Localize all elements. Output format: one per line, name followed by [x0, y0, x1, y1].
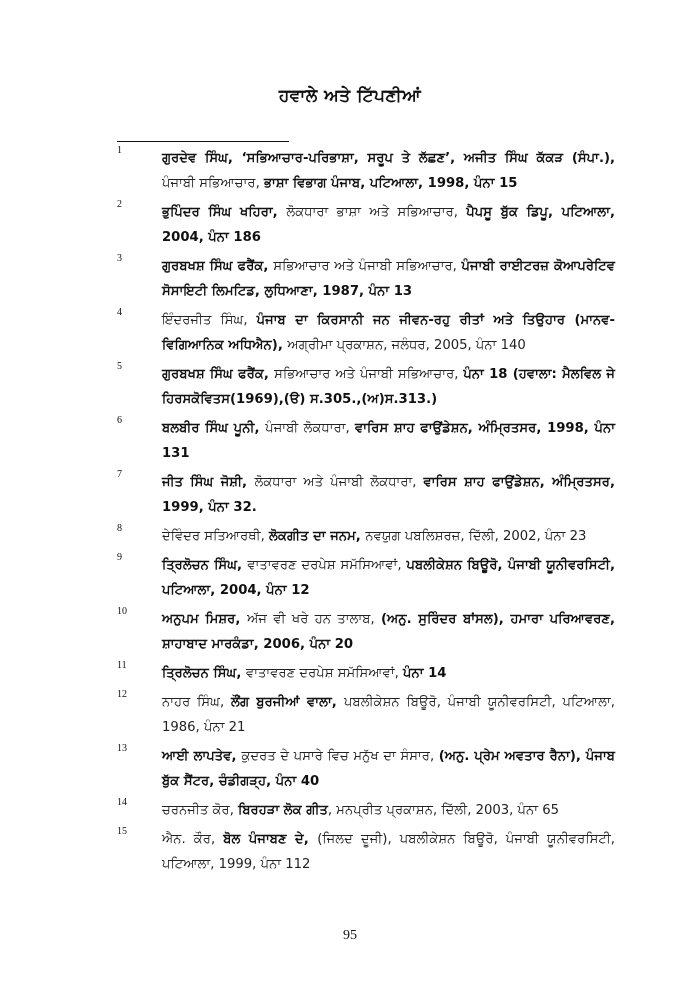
footnote-regular-text: , ਮਨਪ੍ਰੀਤ ਪ੍ਰਕਾਸ਼ਨ, ਦਿੱਲੀ, 2003, ਪੰਨਾ 65 [327, 803, 560, 818]
footnote-item [117, 362, 615, 412]
footnote-regular-text: ਅੱਜ ਵੀ ਖਰੇ ਹਨ ਤਾਲਾਬ, [247, 612, 381, 627]
footnote-bold-text: ਤ੍ਰਿਲੋਚਨ ਸਿੰਘ, [162, 558, 248, 573]
footnote-number: 9 [117, 552, 122, 563]
footnote-bold-text: ਲੋਕਗੀਤ ਦਾ ਜਨਮ, [269, 529, 366, 544]
footnote-item [117, 524, 615, 549]
footnote-bold-text: ਵਾਰਿਸ ਸ਼ਾਹ ਫਾਉਂਡੇਸ਼ਨ, ਅੰਮ੍ਰਿਤਸਰ, 1999, ਪੰਨਾ 32. [162, 475, 615, 515]
footnote-number: 5 [117, 361, 122, 372]
footnote-bold-text: ਗੁਰਬਖਸ਼ ਸਿੰਘ ਫਰੈਂਕ, [162, 367, 275, 382]
footnote-bold-text: ਪੈਪਸੂ ਬੁੱਕ ਡਿਪੂ, ਪਟਿਆਲਾ, 2004, ਪੰਨਾ 186 [162, 205, 616, 245]
footnote-bold-text: (ਅਨੁ. ਪ੍ਰੇਮ ਅਵਤਾਰ ਰੈਨਾ), ਪੰਜਾਬ ਬੁੱਕ ਸੈਂਟਰ, ਚੰਡੀਗੜ੍ਹ, ਪੰਨਾ 40 [162, 749, 615, 789]
footnote-item [117, 416, 615, 466]
footnote-regular-text: ਸਭਿਆਚਾਰ ਅਤੇ ਪੰਜਾਬੀ ਸਭਿਆਚਾਰ, [273, 259, 462, 274]
footnote-number: 7 [117, 469, 122, 480]
page-title: ਹਵਾਲੇ ਅਤੇ ਟਿੱਪਣੀਆਂ [278, 86, 422, 106]
footnote-regular-text: ਕੁਦਰਤ ਦੇ ਪਸਾਰੇ ਵਿਚ ਮਨੁੱਖ ਦਾ ਸੰਸਾਰ, [241, 749, 439, 764]
footnote-item [117, 308, 615, 358]
footnote-item [117, 744, 615, 794]
footnote-bold-text: ਬੋਲ ਪੰਜਾਬਣ ਦੇ, [223, 832, 318, 847]
footnote-item [117, 553, 615, 603]
footnote-bold-text: ਗੁਰਬਖਸ਼ ਸਿੰਘ ਫਰੈਂਕ, [162, 259, 274, 274]
footnote-number: 14 [117, 797, 127, 808]
footnote-bold-text: ਪੰਨਾ 18 (ਹਵਾਲਾ: ਮੈਲਵਿਲ ਜੇ ਹਿਰਸਕੋਵਿਤਸ(1969),(ੳ) ਸ.305.,(ਅ)ਸ.313.) [162, 367, 615, 407]
footnote-regular-text: ਪੰਜਾਬੀ ਲੋਕਧਾਰਾ, [265, 421, 356, 436]
footnote-bold-text: ਵਾਰਿਸ ਸ਼ਾਹ ਫਾਉਂਡੇਸ਼ਨ, ਅੰਮ੍ਰਿਤਸਰ, 1998, ਪੰਨਾ 131 [162, 421, 616, 461]
footnotes-list [117, 146, 615, 881]
footnote-item [117, 827, 615, 877]
footnote-number: 15 [117, 826, 127, 837]
footnote-regular-text: ਲੋਕਧਾਰਾ ਅਤੇ ਪੰਜਾਬੀ ਲੋਕਧਾਰਾ, [254, 475, 424, 490]
footnote-bold-text: ਭੁਪਿੰਦਰ ਸਿੰਘ ਖਹਿਰਾ, [162, 205, 287, 220]
footnote-bold-text: ਬਲਬੀਰ ਸਿੰਘ ਪੂਨੀ, [162, 421, 266, 436]
footnote-regular-text: ਐਨ. ਕੌਰ, [162, 832, 224, 847]
footnote-bold-text: ਆਈ ਲਾਪਤੇਵ, [162, 749, 242, 764]
footnote-number: 6 [117, 415, 122, 426]
footnote-regular-text: ਪਬਲੀਕੇਸ਼ਨ ਬਿਊਰੋ, ਪੰਜਾਬੀ ਯੂਨੀਵਰਸਿਟੀ, ਪਟਿਆਲਾ, 1986, ਪੰਨਾ 21 [162, 695, 615, 735]
footnote-bold-text: ਬਿਰਹੜਾ ਲੋਕ ਗੀਤ [238, 803, 328, 818]
footnote-bold-text: ਗੁਰਦੇਵ ਸਿੰਘ, ‘ਸਭਿਆਚਾਰ-ਪਰਿਭਾਸ਼ਾ, ਸਰੂਪ ਤੇ ਲੱਛਣ’, ਅਜੀਤ ਸਿੰਘ ਕੱਕੜ (ਸੰਪਾ.), [162, 151, 615, 166]
footnote-number: 1 [117, 145, 122, 156]
footnote-bold-text: ਤ੍ਰਿਲੋਚਨ ਸਿੰਘ, [162, 666, 246, 681]
footnote-number: 12 [117, 689, 127, 700]
footnote-regular-text: (ਜਿਲਦ ਦੂਜੀ), ਪਬਲੀਕੇਸ਼ਨ ਬਿਊਰੋ, ਪੰਜਾਬੀ ਯੂਨੀਵਰਸਿਟੀ, ਪਟਿਆਲਾ, 1999, ਪੰਨਾ 112 [162, 832, 615, 872]
footnote-item [117, 798, 615, 823]
footnote-item [117, 470, 615, 520]
footnote-regular-text: ਇੰਦਰਜੀਤ ਸਿੰਘ, [162, 313, 257, 328]
footnote-regular-text: ਅਗ੍ਰੀਮਾ ਪ੍ਰਕਾਸ਼ਨ, ਜਲੰਧਰ, 2005, ਪੰਨਾ 140 [287, 338, 526, 353]
footnote-number: 3 [117, 253, 122, 264]
footnote-number: 2 [117, 199, 122, 210]
footnote-regular-text: ਸਭਿਆਚਾਰ ਅਤੇ ਪੰਜਾਬੀ ਸਭਿਆਚਾਰ, [274, 367, 464, 382]
footnote-regular-text: ਲੋਕਧਾਰਾ ਭਾਸ਼ਾ ਅਤੇ ਸਭਿਆਚਾਰ, [286, 205, 467, 220]
footnote-item [117, 690, 615, 740]
footnote-item [117, 146, 615, 196]
footnote-regular-text: ਨਾਹਰ ਸਿੰਘ, [162, 695, 232, 710]
footnote-number: 4 [117, 307, 122, 318]
footnote-number: 11 [117, 660, 127, 671]
footnote-bold-text: ਪੰਜਾਬੀ ਰਾਈਟਰਜ਼ ਕੋਆਪਰੇਟਿਵ ਸੋਸਾਇਟੀ ਲਿਮਟਿਡ, ਲੁਧਿਆਣਾ, 1987, ਪੰਨਾ 13 [162, 259, 615, 299]
footnote-bold-text: ਜੀਤ ਸਿੰਘ ਜੋਸ਼ੀ, [162, 475, 255, 490]
footnote-regular-text: ਪੰਜਾਬੀ ਸਭਿਆਚਾਰ, [162, 176, 264, 191]
footnote-item [117, 254, 615, 304]
footnote-bold-text: ਭਾਸ਼ਾ ਵਿਭਾਗ ਪੰਜਾਬ, ਪਟਿਆਲਾ, 1998, ਪੰਨਾ 15 [263, 176, 518, 191]
page-number: 95 [343, 928, 357, 943]
footnote-regular-text: ਚਰਨਜੀਤ ਕੋਰ, [162, 803, 239, 818]
footnote-bold-text: ਅਨੁਪਮ ਮਿਸ਼ਰ, [162, 612, 248, 627]
footnote-regular-text: ਵਾਤਾਵਰਣ ਦਰਪੇਸ਼ ਸਮੱਸਿਆਵਾਂ, [247, 558, 407, 573]
footnote-bold-text: (ਅਨੁ. ਸੁਰਿੰਦਰ ਬਾਂਸਲ), ਹਮਾਰਾ ਪਰਿਆਵਰਣ, ਸ਼ਾਹਾਬਾਦ ਮਾਰਕੰਡਾ, 2006, ਪੰਨਾ 20 [162, 612, 615, 652]
footnote-number: 13 [117, 743, 127, 754]
footnote-regular-text: ਦੇਵਿੰਦਰ ਸਤਿਆਰਥੀ, [162, 529, 270, 544]
footnote-bold-text: ਪੰਨਾ 14 [403, 666, 447, 681]
footnote-item [117, 607, 615, 657]
footnote-bold-text: ਪਬਲੀਕੇਸ਼ਨ ਬਿਊਰੋ, ਪੰਜਾਬੀ ਯੂਨੀਵਰਸਿਟੀ, ਪਟਿਆਲਾ, 2004, ਪੰਨਾ 12 [162, 558, 615, 598]
footnote-separator-rule [117, 141, 289, 142]
footnote-bold-text: ਲੌਂਗ ਬੁਰਜੀਆਂ ਵਾਲਾ, [231, 695, 345, 710]
footnote-number: 10 [117, 606, 127, 617]
footnote-item [117, 661, 615, 686]
footnote-number: 8 [117, 523, 122, 534]
footnote-bold-text: ਪੰਜਾਬ ਦਾ ਕਿਰਸਾਨੀ ਜਨ ਜੀਵਨ-ਰਹੁ ਰੀਤਾਂ ਅਤੇ ਤਿਉਹਾਰ (ਮਾਨਵ-ਵਿਗਿਆਨਿਕ ਅਧਿਐਨ), [162, 313, 615, 353]
footnote-regular-text: ਨਵਯੁਗ ਪਬਲਿਸ਼ਰਜ਼, ਦਿੱਲੀ, 2002, ਪੰਨਾ 23 [365, 529, 587, 544]
footnote-item [117, 200, 615, 250]
footnote-regular-text: ਵਾਤਾਵਰਣ ਦਰਪੇਸ਼ ਸਮੱਸਿਆਵਾਂ, [245, 666, 403, 681]
